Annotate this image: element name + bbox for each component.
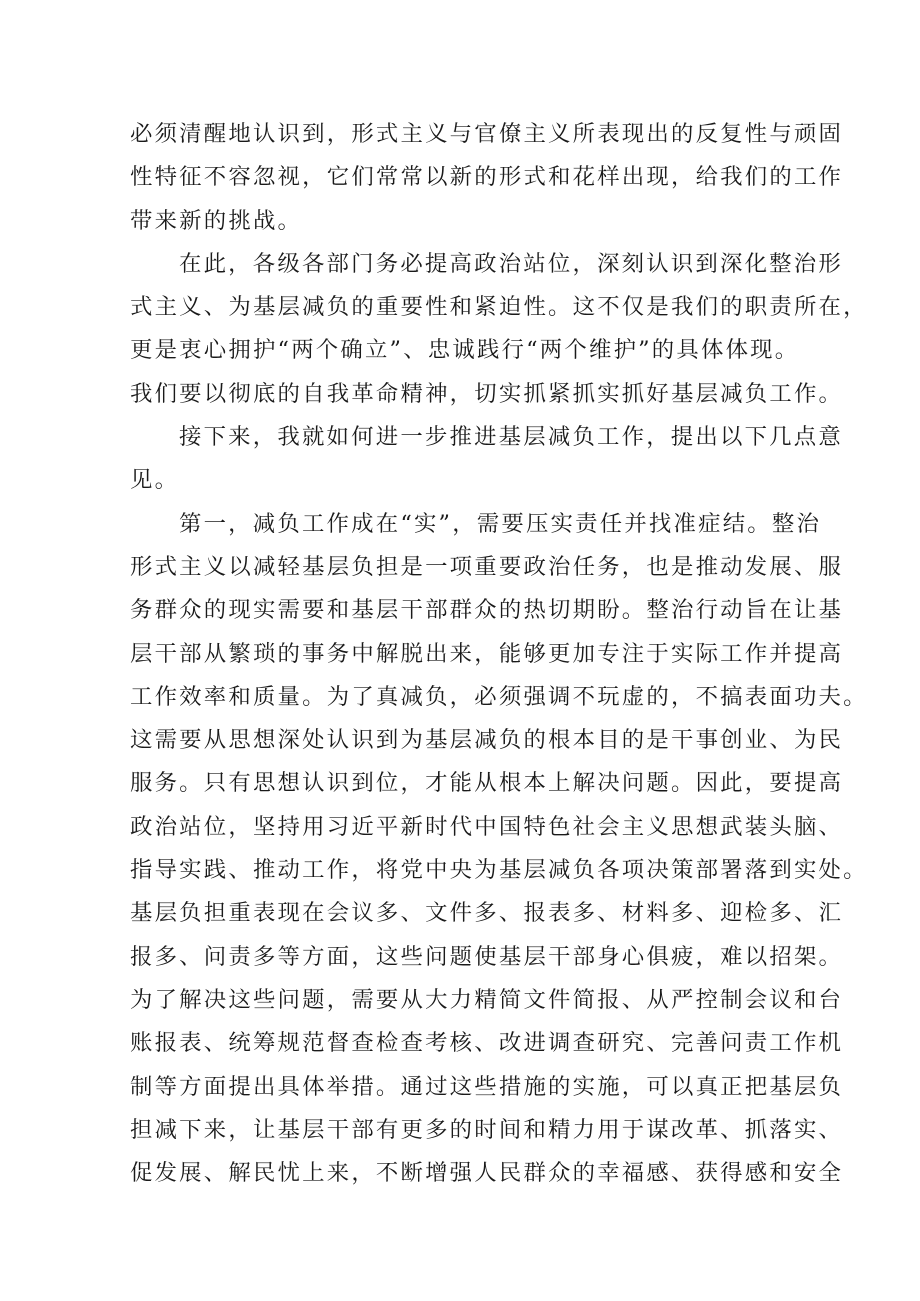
paragraph-1 xyxy=(130,113,844,243)
text-line: 报多、问责多等方面，这些问题使基层干部身心俱疲，难以招架。 xyxy=(130,943,844,970)
text-line: 形式主义以减轻基层负担是一项重要政治任务，也是推动发展、服 xyxy=(130,553,844,580)
document-body xyxy=(130,113,868,1195)
text-line: 我们要以彻底的自我革命精神，切实抓紧抓实抓好基层减负工作。 xyxy=(130,380,844,407)
text-line: 基层负担重表现在会议多、文件多、报表多、材料多、迎检多、汇 xyxy=(130,900,844,927)
text-line: 必须清醒地认识到，形式主义与官僚主义所表现出的反复性与顽固 xyxy=(130,121,844,147)
text-line: 为了解决这些问题，需要从大力精简文件简报、从严控制会议和台 xyxy=(130,986,844,1013)
text-line: 务群众的现实需要和基层干部群众的热切期盼。整治行动旨在让基 xyxy=(130,597,844,624)
text-line: 接下来，我就如何进一步推进基层减负工作，提出以下几点意 xyxy=(179,424,843,451)
text-line: 见。 xyxy=(130,467,180,494)
text-line: 服务。只有思想认识到位，才能从根本上解决问题。因此，要提高 xyxy=(130,770,844,797)
text-line: 制等方面提出具体举措。通过这些措施的实施，可以真正把基层负 xyxy=(130,1073,844,1100)
text-line: 式主义、为基层减负的重要性和紧迫性。这不仅是我们的职责所在， xyxy=(130,294,868,321)
text-line: 指导实践、推动工作，将党中央为基层减负各项决策部署落到实处。 xyxy=(130,857,868,884)
text-line: 层干部从繁琐的事务中解脱出来，能够更加专注于实际工作并提高 xyxy=(130,640,844,667)
paragraph-4 xyxy=(130,503,868,1196)
text-line: 工作效率和质量。为了真减负，必须强调不玩虚的，不搞表面功夫。 xyxy=(130,683,868,710)
text-line: 促发展、解民忧上来，不断增强人民群众的幸福感、获得感和安全 xyxy=(130,1160,844,1187)
paragraph-2 xyxy=(130,243,868,416)
text-line: 这需要从思想深处认识到为基层减负的根本目的是干事创业、为民 xyxy=(130,727,844,754)
text-line: 带来新的挑战。 xyxy=(130,207,303,234)
paragraph-3 xyxy=(130,416,843,503)
text-line: 更是衷心拥护“两个确立”、忠诚践行“两个维护”的具体体现。 xyxy=(130,337,800,364)
text-line: 性特征不容忽视，它们常常以新的形式和花样出现，给我们的工作 xyxy=(130,164,844,191)
text-line: 账报表、统筹规范督查检查考核、改进调查研究、完善问责工作机 xyxy=(130,1030,844,1057)
text-line: 在此，各级各部门务必提高政治站位，深刻认识到深化整治形 xyxy=(179,250,843,277)
text-line: 第一，减负工作成在“实”，需要压实责任并找准症结。整治 xyxy=(179,510,822,537)
text-line: 担减下来，让基层干部有更多的时间和精力用于谋改革、抓落实、 xyxy=(130,1116,844,1143)
text-line: 政治站位，坚持用习近平新时代中国特色社会主义思想武装头脑、 xyxy=(130,813,844,840)
